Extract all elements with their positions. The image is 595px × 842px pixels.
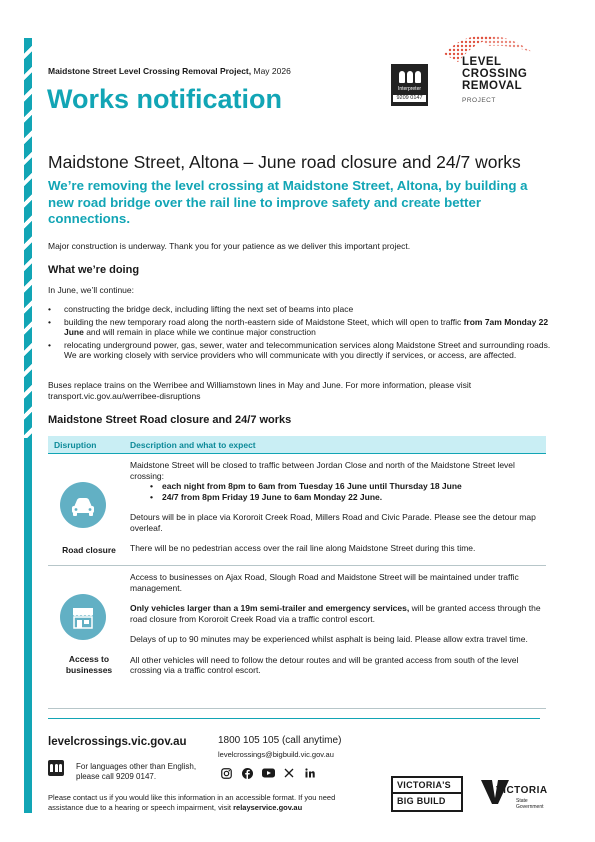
state-government-text: State Government — [516, 798, 544, 810]
table-row — [48, 454, 546, 566]
list-item: • 24/7 from 8pm Friday 19 June to 6am Monday 22 June. — [130, 492, 542, 503]
interpreter-icon — [391, 64, 428, 106]
disruption-table — [48, 436, 546, 709]
row-label-cell — [48, 566, 130, 708]
road-closure-paragraph-2: Detours will be in place via Kororoit Creek Road, Millers Road and Civic Parade. Please see the detour map overleaf. — [130, 512, 536, 533]
footer-divider — [48, 718, 540, 719]
project-line — [48, 66, 291, 76]
row-label-road-closure: Road closure — [62, 545, 116, 555]
intro-paragraph: Major construction is underway. Thank you for your patience as we deliver this important project. — [48, 241, 411, 251]
what-doing-heading: What we’re doing — [48, 264, 140, 276]
footer-website-link[interactable]: levelcrossings.vic.gov.au — [48, 736, 187, 748]
facebook-icon[interactable] — [241, 768, 253, 780]
victoria-word: VICTORIA — [496, 785, 548, 796]
access-paragraph-4: All other vehicles will need to follow the detour routes and will be granted access from south of the level crossing via a traffic control escort. — [130, 654, 519, 675]
row-label-access-businesses: Access to businesses — [65, 654, 113, 675]
car-icon — [60, 482, 106, 528]
what-doing-intro: In June, we’ll continue: — [48, 285, 134, 295]
logo-subtext: PROJECT — [462, 97, 496, 104]
row-label-cell — [48, 454, 130, 565]
logo-line-2: CROSSING — [462, 68, 528, 80]
footer-phone[interactable]: 1800 105 105 (call anytime) — [218, 735, 342, 746]
list-item: • each night from 8pm to 6am from Tuesday 16 June until Thursday 18 June — [130, 481, 542, 492]
side-stripe-solid — [24, 438, 32, 813]
road-closure-paragraph-1: Maidstone Street will be closed to traffic between Jordan Close and north of the Maidstone Street level crossing: — [130, 460, 515, 481]
interpreter-number: 9209 0147 — [393, 95, 426, 102]
closure-times-list — [130, 481, 542, 502]
side-stripe-pattern — [24, 38, 32, 438]
column-header-description: Description and what to expect — [130, 439, 256, 450]
social-links — [220, 768, 316, 780]
table-heading: Maidstone Street Road closure and 24/7 works — [48, 414, 292, 426]
bus-replacement-paragraph: Buses replace trains on the Werribee and Williamstown lines in May and June. For more information, please visit transport.vic.gov.au/werribee-disruptions — [48, 380, 472, 401]
list-item: • building the new temporary road along the north-eastern side of Maidstone Steet, which will open to traffic from 7am Monday 22 June and will remain in place while we continue major construction — [48, 317, 558, 338]
accessibility-note: Please contact us if you would like this information in an accessible format. If you need assistance due to a hearing or speech impairment, visit relayservice.gov.au — [48, 793, 336, 812]
interpreter-small-icon — [48, 760, 64, 776]
victorias-big-build-logo — [391, 776, 463, 812]
linkedin-icon[interactable] — [304, 768, 316, 780]
x-twitter-icon[interactable] — [283, 768, 295, 780]
works-list — [48, 304, 558, 363]
footer-email-link[interactable]: levelcrossings@bigbuild.vic.gov.au — [218, 750, 334, 759]
access-paragraph-2: Only vehicles larger than a 19m semi-trailer and emergency services, will be granted access through the road closure from Kororoit Creek Road via a traffic control escort. — [130, 603, 541, 624]
project-date: May 2026 — [253, 66, 291, 76]
list-item: • constructing the bridge deck, including lifting the next set of beams into place — [48, 304, 558, 315]
instagram-icon[interactable] — [220, 768, 232, 780]
row-description-cell — [130, 566, 546, 708]
logo-text — [462, 56, 527, 92]
lead-paragraph: We’re removing the level crossing at Maidstone Street, Altona, by building a new road bridge over the rail line to improve safety and create better connections. — [48, 178, 528, 226]
access-paragraph-3: Delays of up to 90 minutes may be experienced whilst asphalt is being laid. Please allow extra travel time. — [130, 634, 528, 644]
interpreter-label: Interpreter — [397, 86, 422, 92]
list-item: • relocating underground power, gas, sewer, water and telecommunication services along Maidstone Street and surrounding roads. We are working closely with service providers who will communicate with you directly if services, or access, are affected. — [48, 340, 558, 361]
victoria-state-government-logo — [480, 776, 546, 816]
table-row — [48, 566, 546, 709]
languages-note: For languages other than English, please call 9209 0147. — [76, 762, 197, 781]
row-description-cell — [130, 454, 546, 565]
column-header-disruption: Disruption — [54, 439, 97, 450]
table-header — [48, 436, 546, 454]
logo-line-1: LEVEL — [462, 56, 502, 68]
logo-line-3: REMOVAL — [462, 80, 523, 92]
notice-subtitle: Maidstone Street, Altona – June road closure and 24/7 works — [48, 152, 521, 172]
access-paragraph-1: Access to businesses on Ajax Road, Slough Road and Maidstone Street will be maintained under traffic management. — [130, 572, 519, 593]
youtube-icon[interactable] — [262, 768, 274, 780]
page-title: Works notification — [47, 84, 283, 114]
project-name: Maidstone Street Level Crossing Removal Project, — [48, 66, 252, 76]
road-closure-paragraph-3: There will be no pedestrian access over the rail line along Maidstone Street during this time. — [130, 543, 476, 553]
vbb-line-1: VICTORIA'S — [397, 780, 451, 790]
relay-service-link[interactable]: relayservice.gov.au — [233, 802, 303, 812]
vbb-line-2: BIG BUILD — [393, 792, 461, 806]
shopfront-icon — [60, 594, 106, 640]
